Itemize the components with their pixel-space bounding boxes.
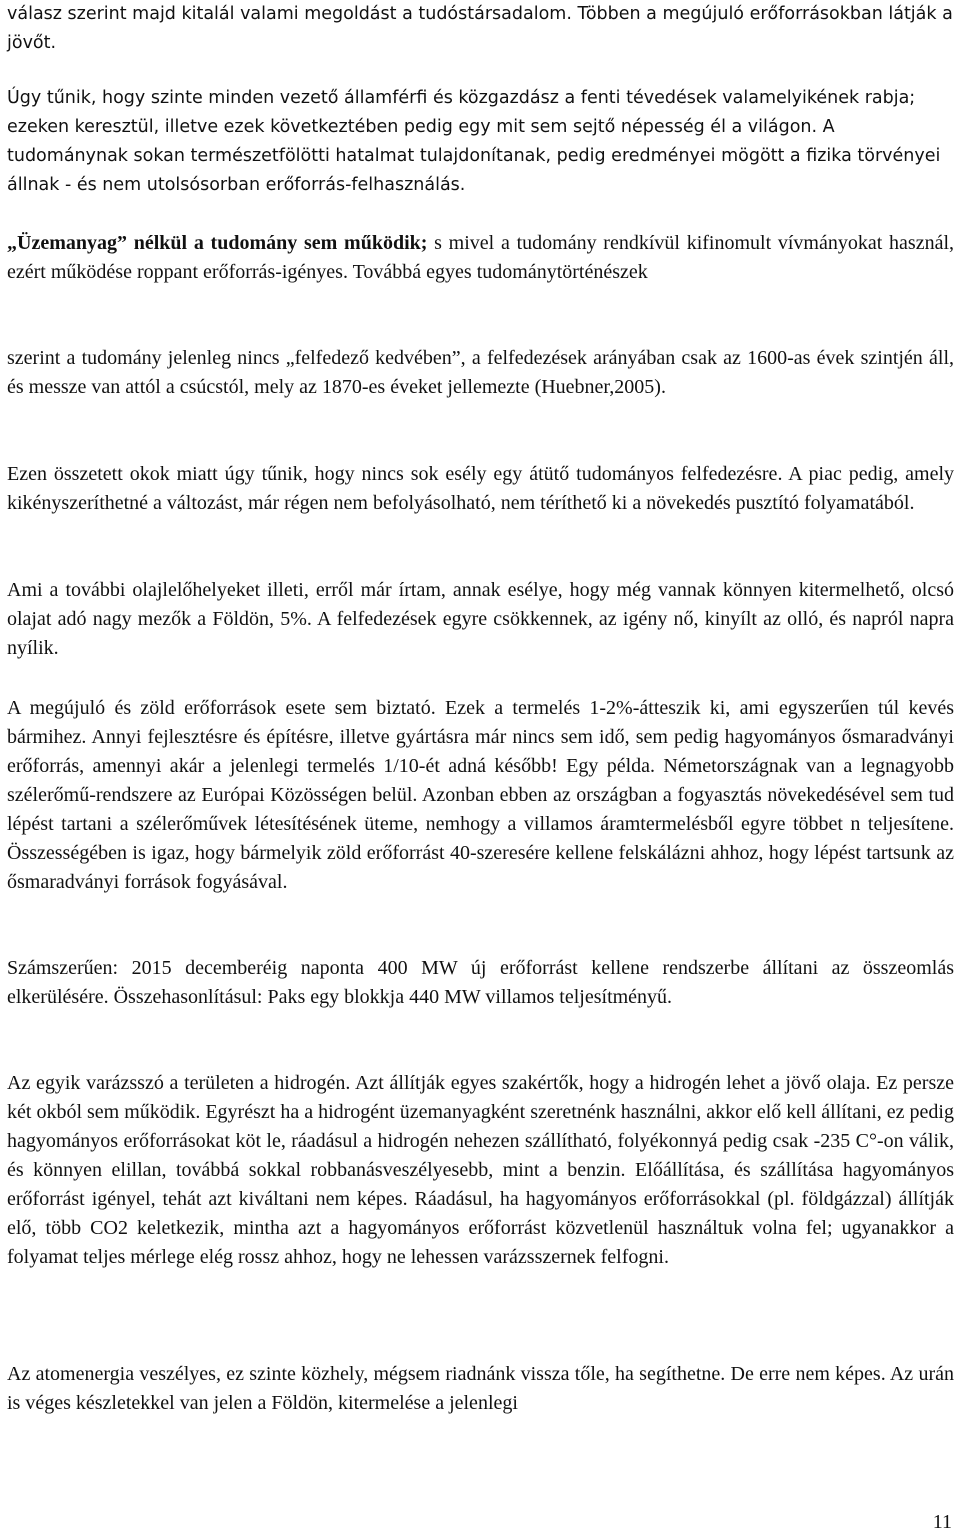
paragraph-8: Számszerűen: 2015 decemberéig naponta 400 MW új erőforrást kellene rendszerbe állítani az összeomlás elkerülésére. Összehasonlításul: Paks egy blokkja 440 MW villamos teljesítményű. bbox=[7, 957, 954, 1008]
paragraph-3 bbox=[7, 229, 954, 287]
paragraph-4: szerint a tudomány jelenleg nincs „felfedező kedvében”, a felfedezések arányában csak az 1600-as évek szintjén áll, és messze van attól a csúcstól, mely az 1870-es éveket jellemezte (Huebner,2005). bbox=[7, 347, 954, 398]
paragraph-7: A megújuló és zöld erőforrások esete sem biztató. Ezek a termelés 1-2%-átteszik ki, ami egyszerűen túl kevés bármihez. Annyi fejlesztésre és építésre, illetve gyártásra már nincs sem idő, sem pedig hagyományos ősmaradványi erőforrás, amennyi akár a jelenlegi termelés 1/10-ét adná később! Egy példa. Németországnak van a legnagyobb szélerőmű-rendszere az Európai Közösségen belül. Azonban ebben az országban a fogyasztás növekedésével sem tud lépést tartani a szélerőművek létesítésének üteme, nemhogy a villamos áramtermelésből egyre többet n teljesítene. Összességében is igaz, hogy bármelyik zöld erőforrást 40-szeresére kellene felskálázni ahhoz, hogy lépést tartsunk az ősmaradványi források fogyásával. bbox=[7, 697, 954, 893]
paragraph-2: Úgy tűnik, hogy szinte minden vezető államférfi és közgazdász a fenti tévedések valamelyikének rabja; ezeken keresztül, illetve ezek következtében pedig egy mit sem sejtő népesség él a világon. A tudománynak sokan természetfölötti hatalmat tulajdonítanak, pedig eredményei mögött a fizika törvényei állnak - és nem utolsósorban erőforrás-felhasználás. bbox=[7, 88, 941, 195]
paragraph-1: válasz szerint majd kitalál valami megoldást a tudóstársadalom. Többen a megújuló erőforrásokban látják a jövőt. bbox=[7, 4, 953, 53]
paragraph-9: Az egyik varázsszó a területen a hidrogén. Azt állítják egyes szakértők, hogy a hidrogén lehet a jövő olaja. Ez persze két okból sem működik. Egyrészt ha a hidrogént üzemanyagként szeretnénk használni, akkor elő kell állítani, ez pedig hagyományos erőforrásokat köt le, ráadásul a hidrogén nehezen szállítható, folyékonnyá pedig csak -235 C°-on válik, és könnyen elillan, továbbá sokkal robbanásveszélyesebb, mint a benzin. Előállítása, és szállítása hagyományos erőforrást igényel, tehát azt kiváltani nem képes. Ráadásul, ha hagyományos erőforrásokkal (pl. földgázzal) állítják elő, több CO2 keletkezik, mintha azt a hagyományos erőforrást közvetlenül használtuk volna fel; ugyanakkor a folyamat teljes mérlege elég rossz ahhoz, hogy ne lehessen varázsszernek felfogni. bbox=[7, 1072, 954, 1268]
paragraph-10: Az atomenergia veszélyes, ez szinte közhely, mégsem riadnánk vissza tőle, ha segíthetne. De erre nem képes. Az urán is véges készletekkel van jelen a Földön, kitermelése a jelenlegi bbox=[7, 1363, 954, 1414]
page-number: 11 bbox=[932, 1511, 952, 1533]
paragraph-6: Ami a további olajlelőhelyeket illeti, erről már írtam, annak esélye, hogy még vannak könnyen kitermelhető, olcsó olajat adó nagy mezők a Földön, 5%. A felfedezések egyre csökkennek, az igény nő, kinyílt az olló, és napról napra nyílik. bbox=[7, 579, 954, 659]
paragraph-5: Ezen összetett okok miatt úgy tűnik, hogy nincs sok esély egy átütő tudományos felfedezésre. A piac pedig, amely kikényszeríthetné a változást, már régen nem befolyásolható, nem téríthető ki a növekedés pusztító folyamatából. bbox=[7, 463, 954, 514]
paragraph-3-bold: „Üzemanyag” nélkül a tudomány sem működik; bbox=[7, 232, 428, 254]
paragraph-3-text: s mivel a tudomány rendkívül kifinomult vívmányokat használ, ezért működése roppant erőforrás-igényes. Továbbá egyes tudománytörténészek bbox=[7, 232, 955, 283]
